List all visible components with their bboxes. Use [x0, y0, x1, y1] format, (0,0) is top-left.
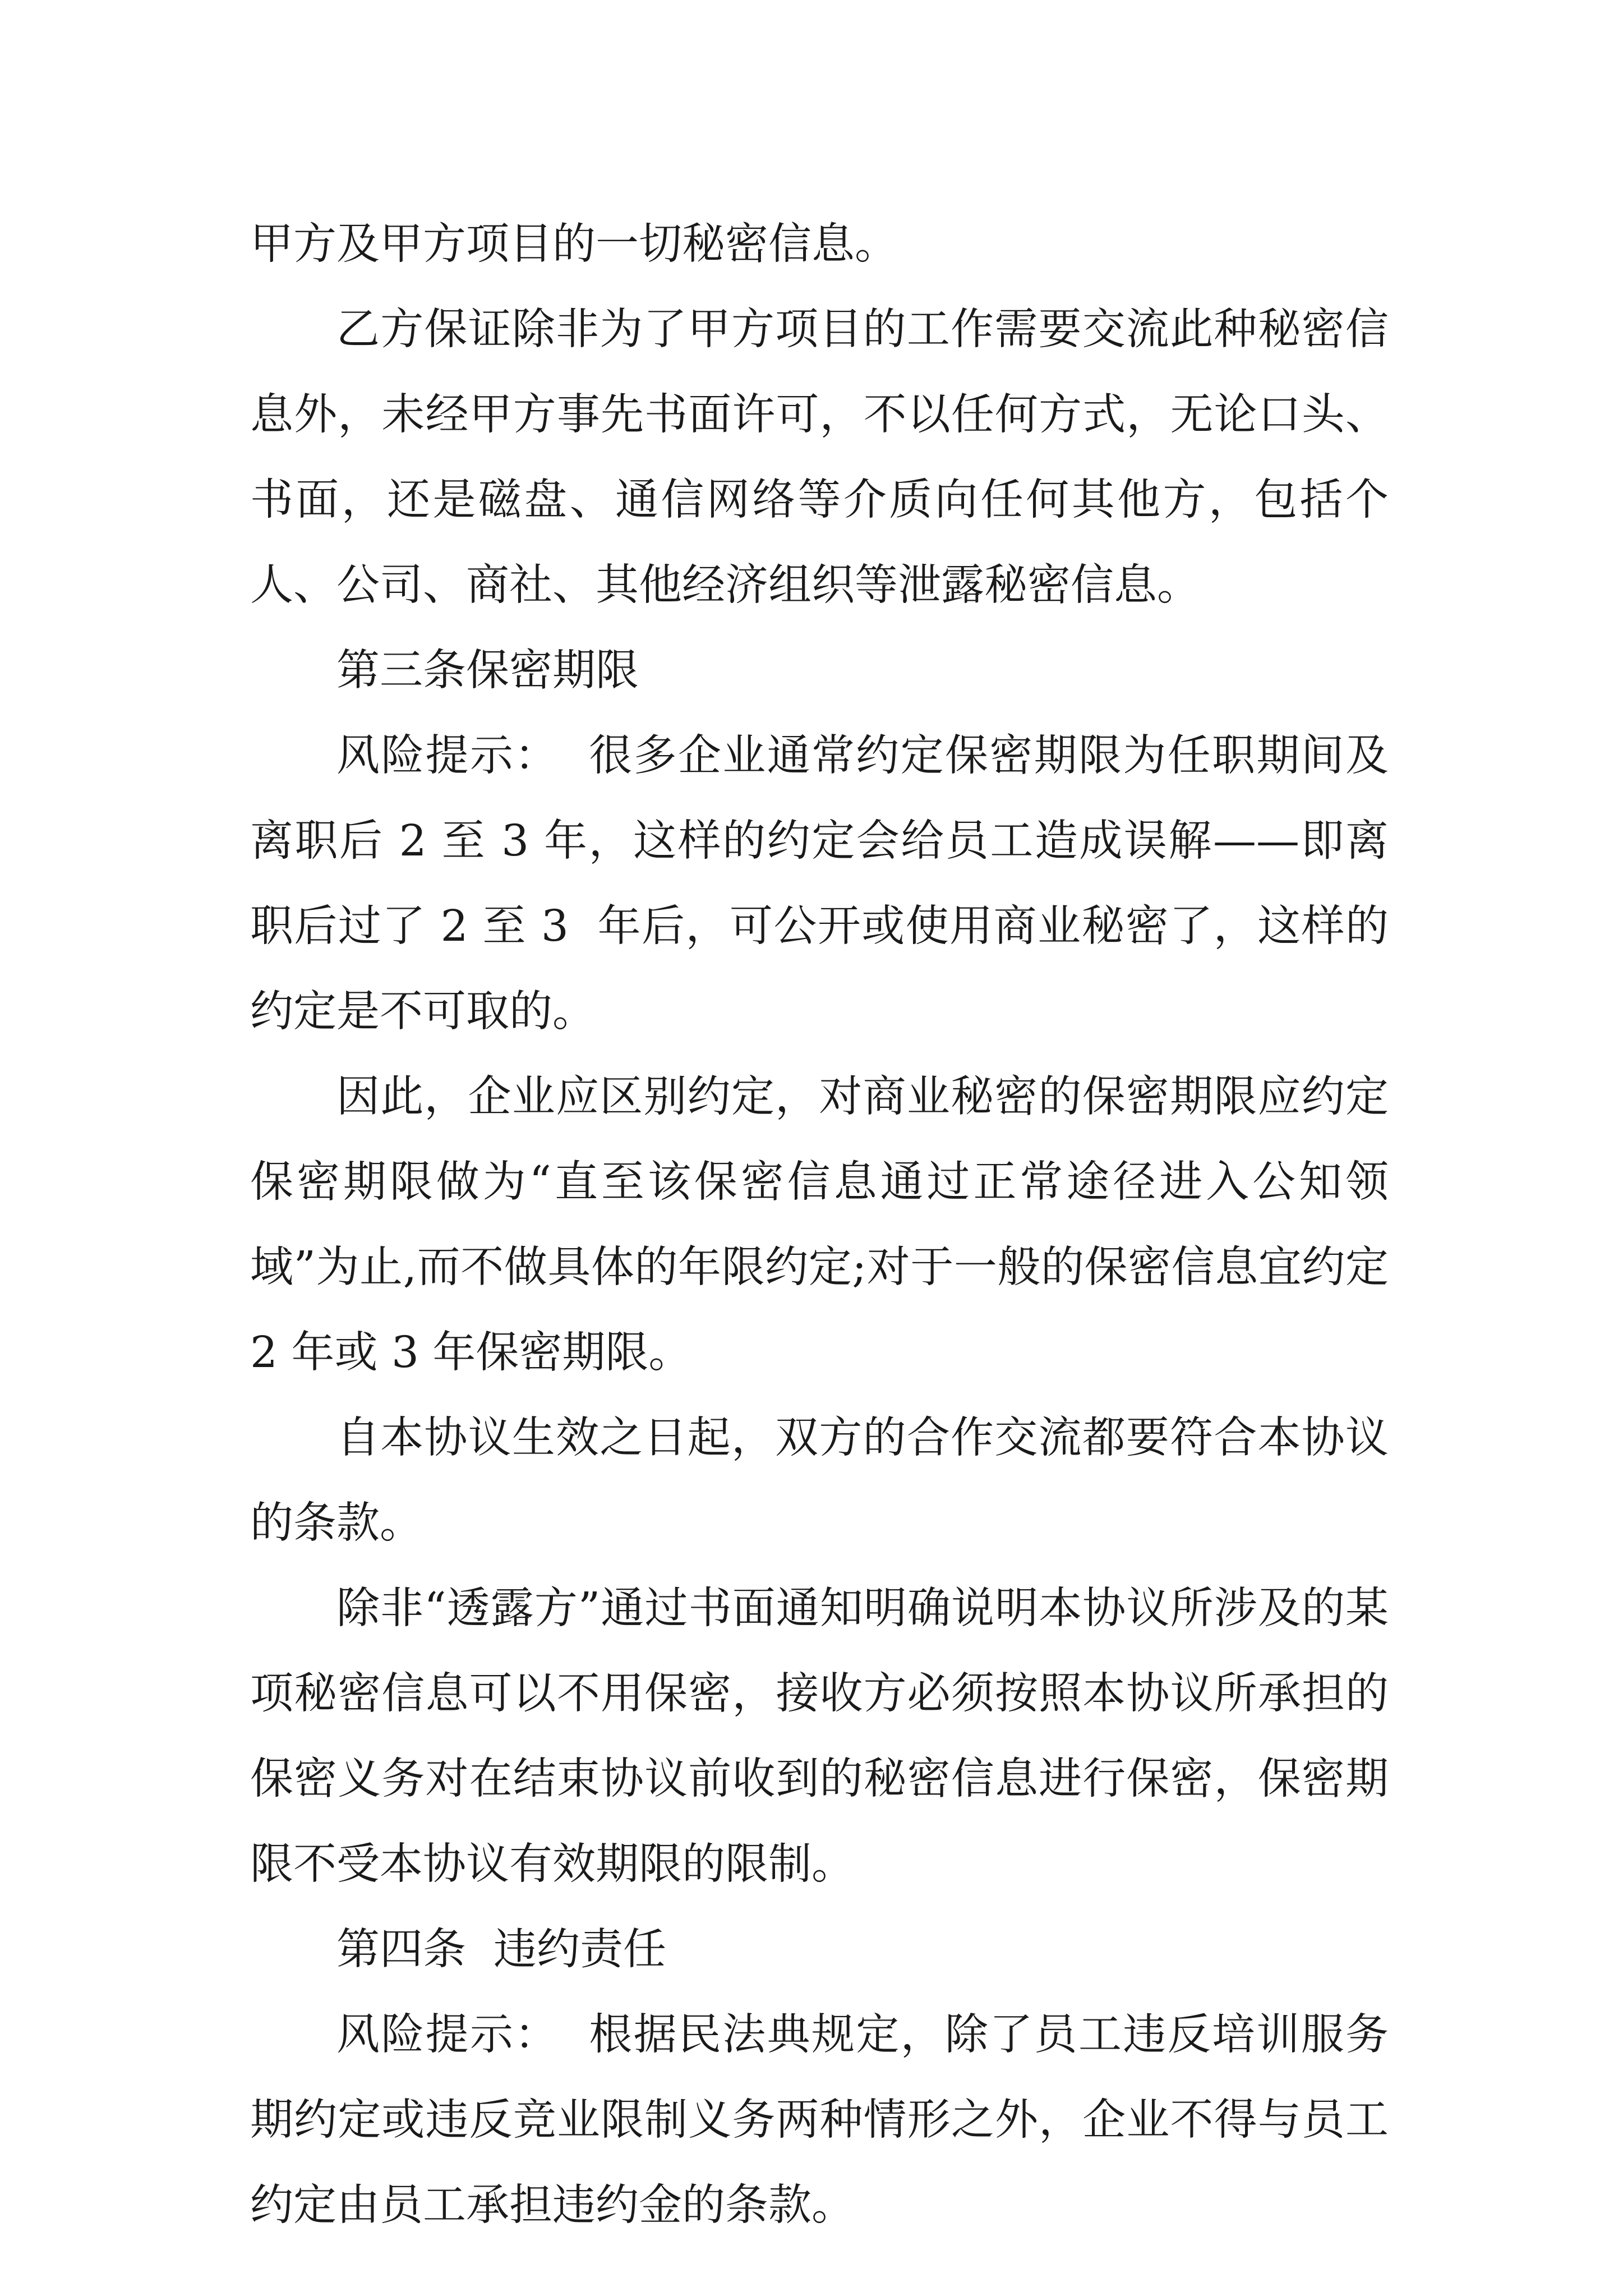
paragraph-confidentiality-obligation: 乙方保证除非为了甲方项目的工作需要交流此种秘密信息外，未经甲方事先书面许可，不以任何方式，无论口头、书面，还是磁盘、通信网络等介质向任何其他方，包括个人、公司、商社、其他经济组织等泄露秘密信息。	[250, 305, 1389, 610]
paragraph-risk-notice-liability: 风险提示： 根据民法典规定，除了员工违反培训服务期约定或违反竞业限制义务两种情形之外，企业不得与员工约定由员工承担违约金的条款。	[250, 2010, 1389, 2230]
paragraph-effective-date: 自本协议生效之日起，双方的合作交流都要符合本协议的条款。	[250, 1413, 1389, 1548]
paragraph-risk-notice-period: 风险提示： 很多企业通常约定保密期限为任职期间及离职后 2 至 3 年，这样的约定会给员工造成误解——即离职后过了 2 至 3 年后，可公开或使用商业秘密了，这样的约定是不可取的。	[250, 731, 1389, 1037]
paragraph-continuation: 甲方及甲方项目的一切秘密信息。	[250, 219, 898, 269]
document-body	[250, 202, 1403, 2248]
section-heading-article-3: 第三条保密期限	[336, 646, 639, 696]
paragraph-period-recommendation: 因此，企业应区别约定，对商业秘密的保密期限应约定保密期限做为“直至该保密信息通过正常途径进入公知领域”为止,而不做具体的年限约定;对于一般的保密信息宜约定 2 年或 3 年保密期限。	[250, 1072, 1403, 1378]
section-heading-article-4: 第四条 违约责任	[336, 1925, 666, 1975]
paragraph-disclosure-exception: 除非“透露方”通过书面通知明确说明本协议所涉及的某项秘密信息可以不用保密，接收方必须按照本协议所承担的保密义务对在结束协议前收到的秘密信息进行保密，保密期限不受本协议有效期限的限制。	[250, 1584, 1389, 1889]
